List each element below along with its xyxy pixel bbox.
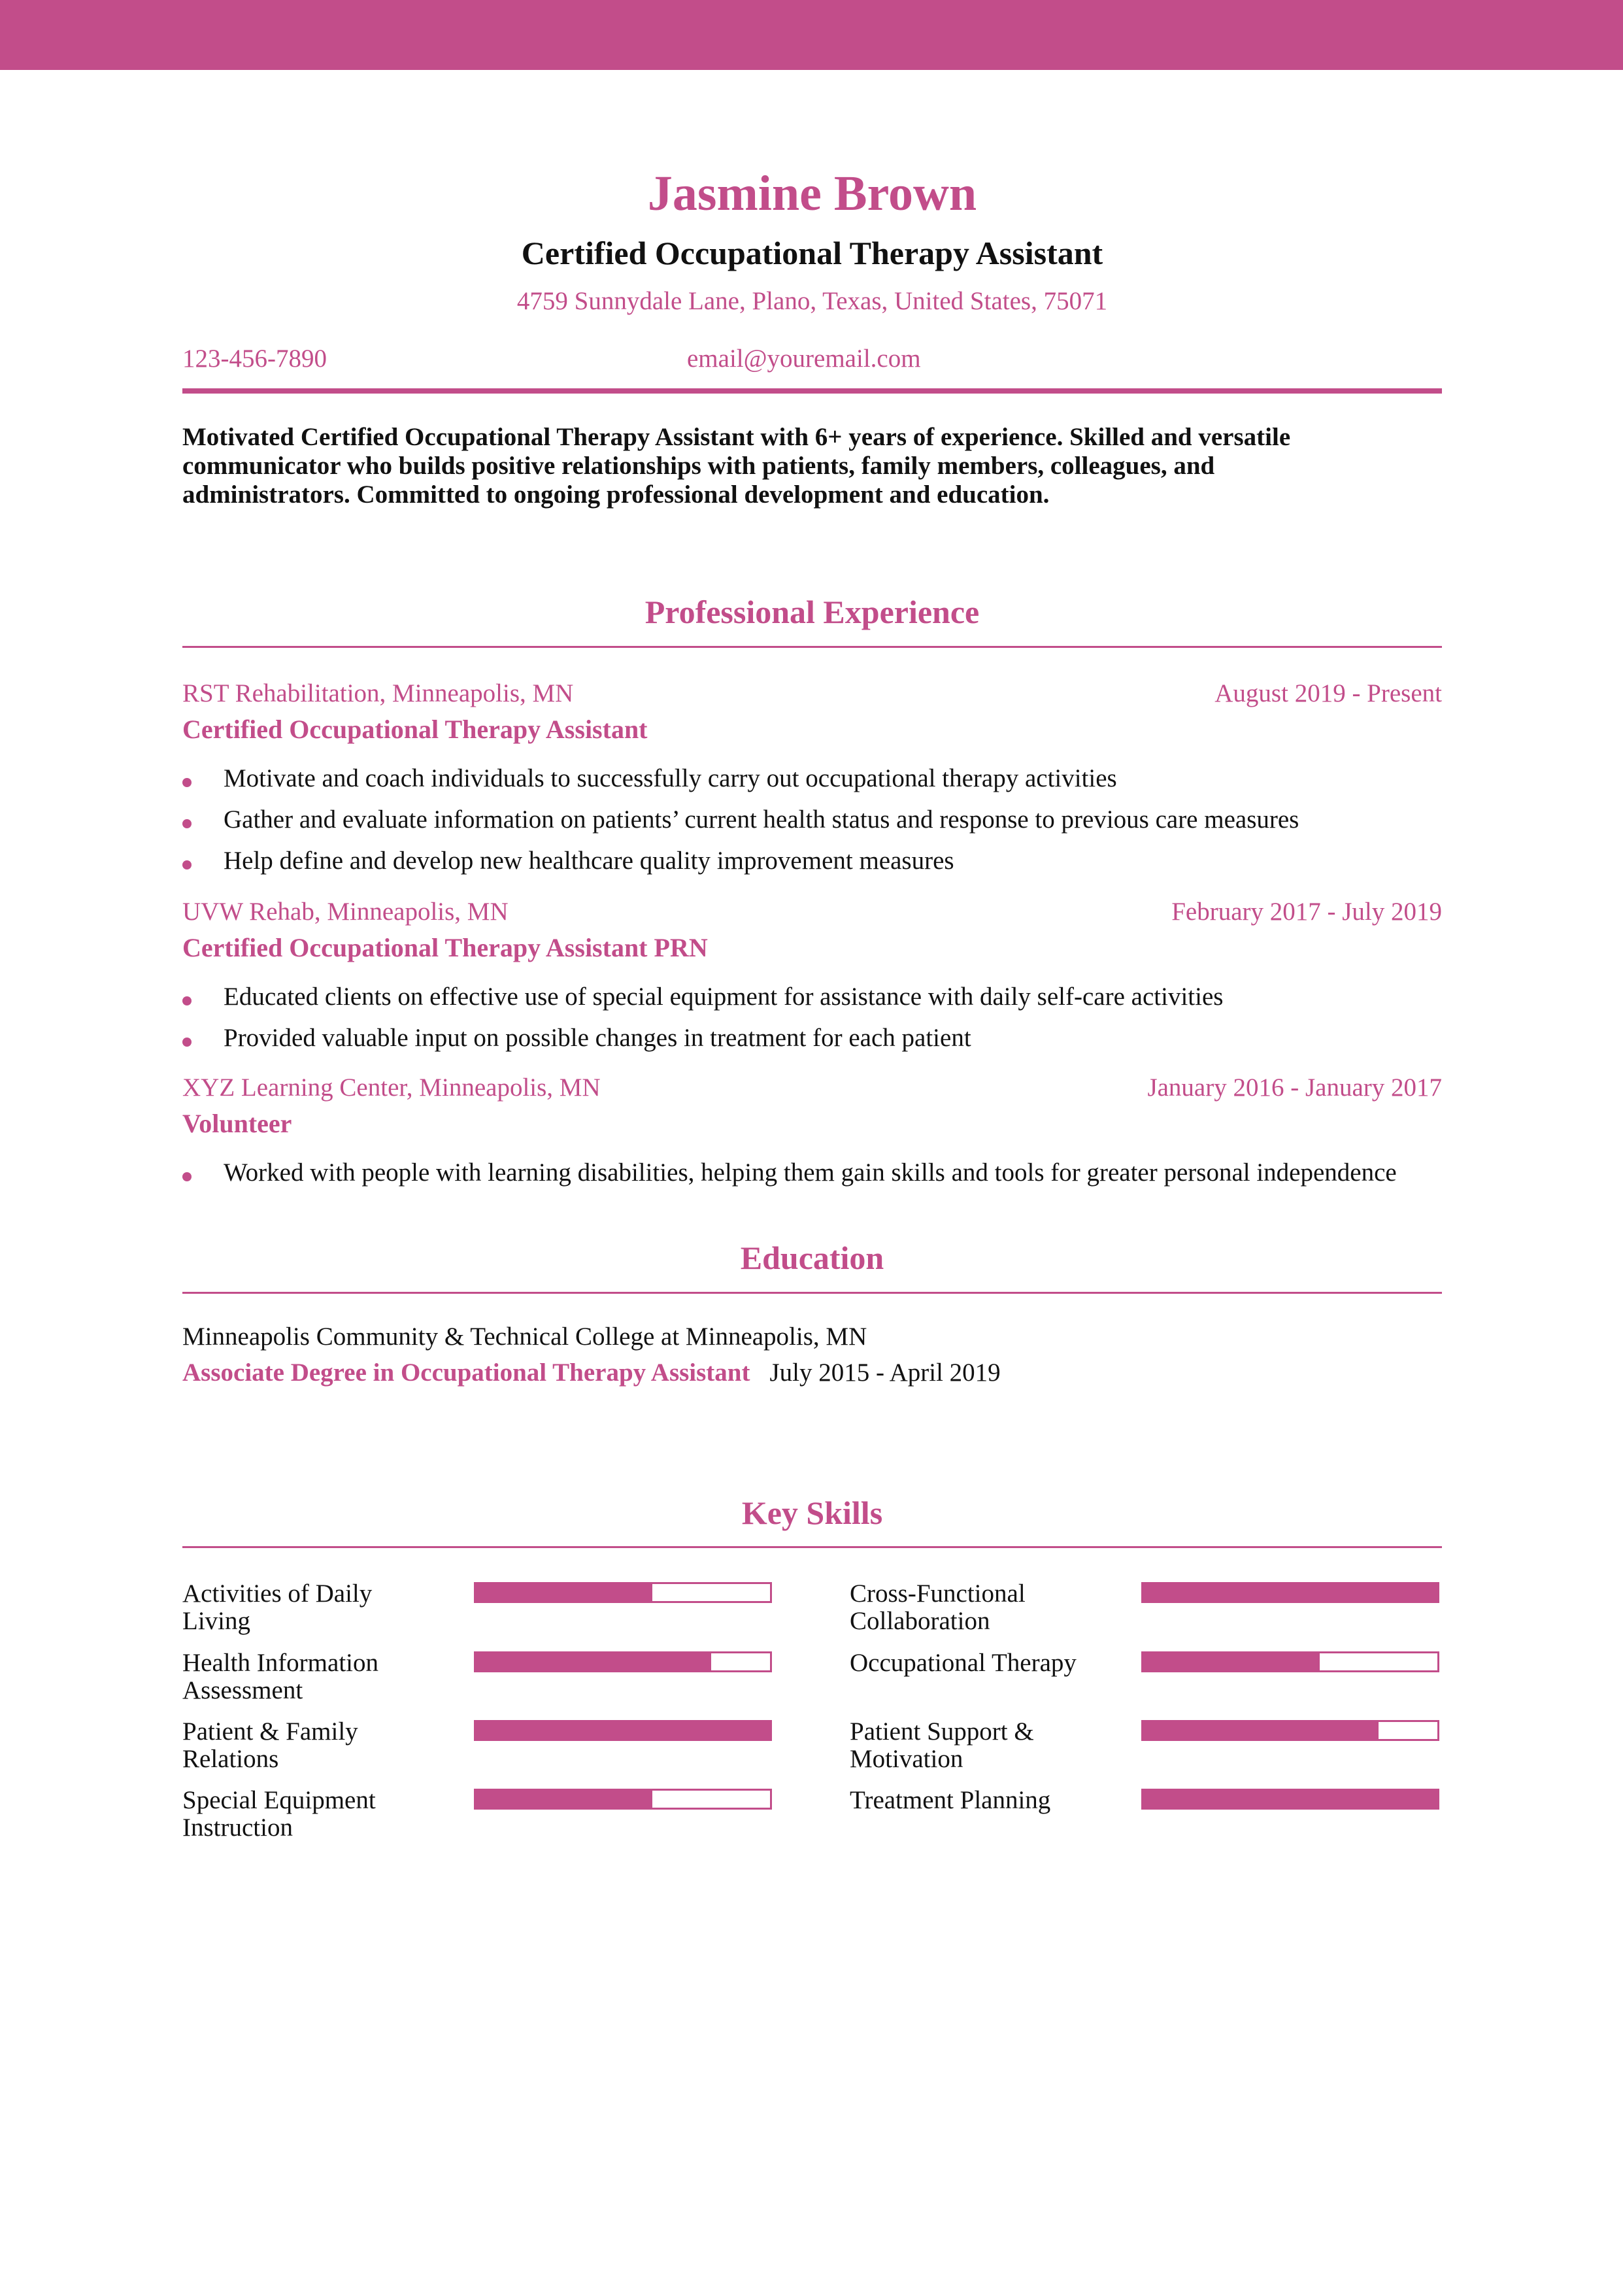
skill-label-line: Assessment [182,1676,303,1704]
skill-label-line: Collaboration [850,1607,990,1635]
skill-label-line: Relations [182,1745,279,1773]
skill-level-fill [476,1791,652,1808]
summary-line: Motivated Certified Occupational Therapy Assistant with 6+ years of experience. Skilled and versatile [182,423,1291,451]
job-bullet-list [182,1152,1397,1193]
education-school: Minneapolis Community & Technical College at Minneapolis, MN [182,1323,867,1351]
skill-label-line: Motivation [850,1745,963,1773]
skill-label-line: Patient & Family [182,1717,358,1746]
skill-level-fill [476,1722,770,1739]
job-company: RST Rehabilitation, Minneapolis, MN [182,679,574,707]
skill-label-line: Cross-Functional [850,1579,1026,1608]
bullet-text: Gather and evaluate information on patients’ current health status and response to previous care measures [224,805,1299,834]
job-bullet [182,1017,1223,1058]
skill-level-fill [1143,1584,1437,1601]
skill-level-bar [474,1720,772,1741]
skill-label-line: Treatment Planning [850,1786,1051,1814]
skill-label-line: Special Equipment [182,1786,376,1814]
skill-label [850,1787,1111,1814]
job-bullet [182,1152,1397,1193]
skill-label-line: Occupational Therapy [850,1649,1077,1677]
summary-paragraph [182,423,1442,509]
job-company: XYZ Learning Center, Minneapolis, MN [182,1073,601,1102]
skill-level-fill [1143,1722,1379,1739]
bullet-dot-icon [182,860,192,869]
job-bullet-list [182,758,1299,881]
job-bullet [182,758,1299,799]
bullet-dot-icon [182,1038,192,1047]
bullet-text: Educated clients on effective use of special equipment for assistance with daily self-care activities [224,983,1224,1011]
bullet-dot-icon [182,819,192,828]
skill-label [850,1649,1111,1677]
education-degree-line [182,1360,1001,1385]
skill-level-fill [476,1653,711,1670]
bullet-text: Worked with people with learning disabilities, helping them gain skills and tools for greater personal independence [224,1158,1397,1187]
experience-divider [182,646,1442,648]
candidate-email: email@youremail.com [687,345,921,373]
skill-level-bar [474,1582,772,1603]
bullet-dot-icon [182,778,192,787]
education-dates: July 2015 - April 2019 [769,1359,1001,1387]
job-dates: August 2019 - Present [1214,679,1442,707]
skill-label [182,1580,444,1635]
skill-label [850,1718,1111,1773]
skills-section-title: Key Skills [741,1494,883,1531]
job-bullet [182,799,1299,840]
skill-level-bar [474,1789,772,1810]
skill-level-bar [1141,1720,1439,1741]
job-bullet [182,976,1223,1017]
candidate-phone: 123-456-7890 [182,345,327,373]
job-company: UVW Rehab, Minneapolis, MN [182,898,509,926]
bullet-dot-icon [182,1172,192,1181]
job-dates: January 2016 - January 2017 [1147,1073,1442,1102]
bullet-dot-icon [182,996,192,1005]
bullet-text: Help define and develop new healthcare quality improvement measures [224,847,954,875]
top-accent-bar [0,0,1623,70]
skill-label-line: Living [182,1607,250,1635]
summary-line: administrators. Committed to ongoing professional development and education. [182,481,1050,509]
skill-label [182,1649,444,1704]
job-role: Volunteer [182,1109,292,1138]
skill-label [850,1580,1111,1635]
candidate-title: Certified Occupational Therapy Assistant [521,235,1103,271]
skill-level-bar [474,1651,772,1672]
skill-level-fill [1143,1653,1320,1670]
bullet-text: Motivate and coach individuals to successfully carry out occupational therapy activities [224,764,1117,792]
education-section-title: Education [740,1240,884,1276]
job-role: Certified Occupational Therapy Assistant PRN [182,933,708,962]
skill-label-line: Patient Support & [850,1717,1034,1746]
bullet-text: Provided valuable input on possible changes in treatment for each patient [224,1024,971,1052]
experience-section-title: Professional Experience [644,594,980,630]
skill-label [182,1787,444,1842]
candidate-name: Jasmine Brown [647,166,977,221]
education-degree: Associate Degree in Occupational Therapy Assistant [182,1359,750,1387]
job-bullet-list [182,976,1223,1058]
skill-level-bar [1141,1789,1439,1810]
skill-level-bar [1141,1582,1439,1603]
candidate-address: 4759 Sunnydale Lane, Plano, Texas, United States, 75071 [516,287,1108,315]
job-dates: February 2017 - July 2019 [1171,898,1442,926]
skill-level-fill [1143,1791,1437,1808]
summary-line: communicator who builds positive relationships with patients, family members, colleagues, and [182,452,1215,480]
skill-level-fill [476,1584,652,1601]
education-divider [182,1292,1442,1294]
skills-divider [182,1546,1442,1548]
skill-label-line: Activities of Daily [182,1579,373,1608]
job-role: Certified Occupational Therapy Assistant [182,715,648,744]
header-divider [182,388,1442,394]
skill-level-bar [1141,1651,1439,1672]
skill-label [182,1718,444,1773]
skill-label-line: Health Information [182,1649,378,1677]
skill-label-line: Instruction [182,1814,293,1842]
job-bullet [182,840,1299,881]
